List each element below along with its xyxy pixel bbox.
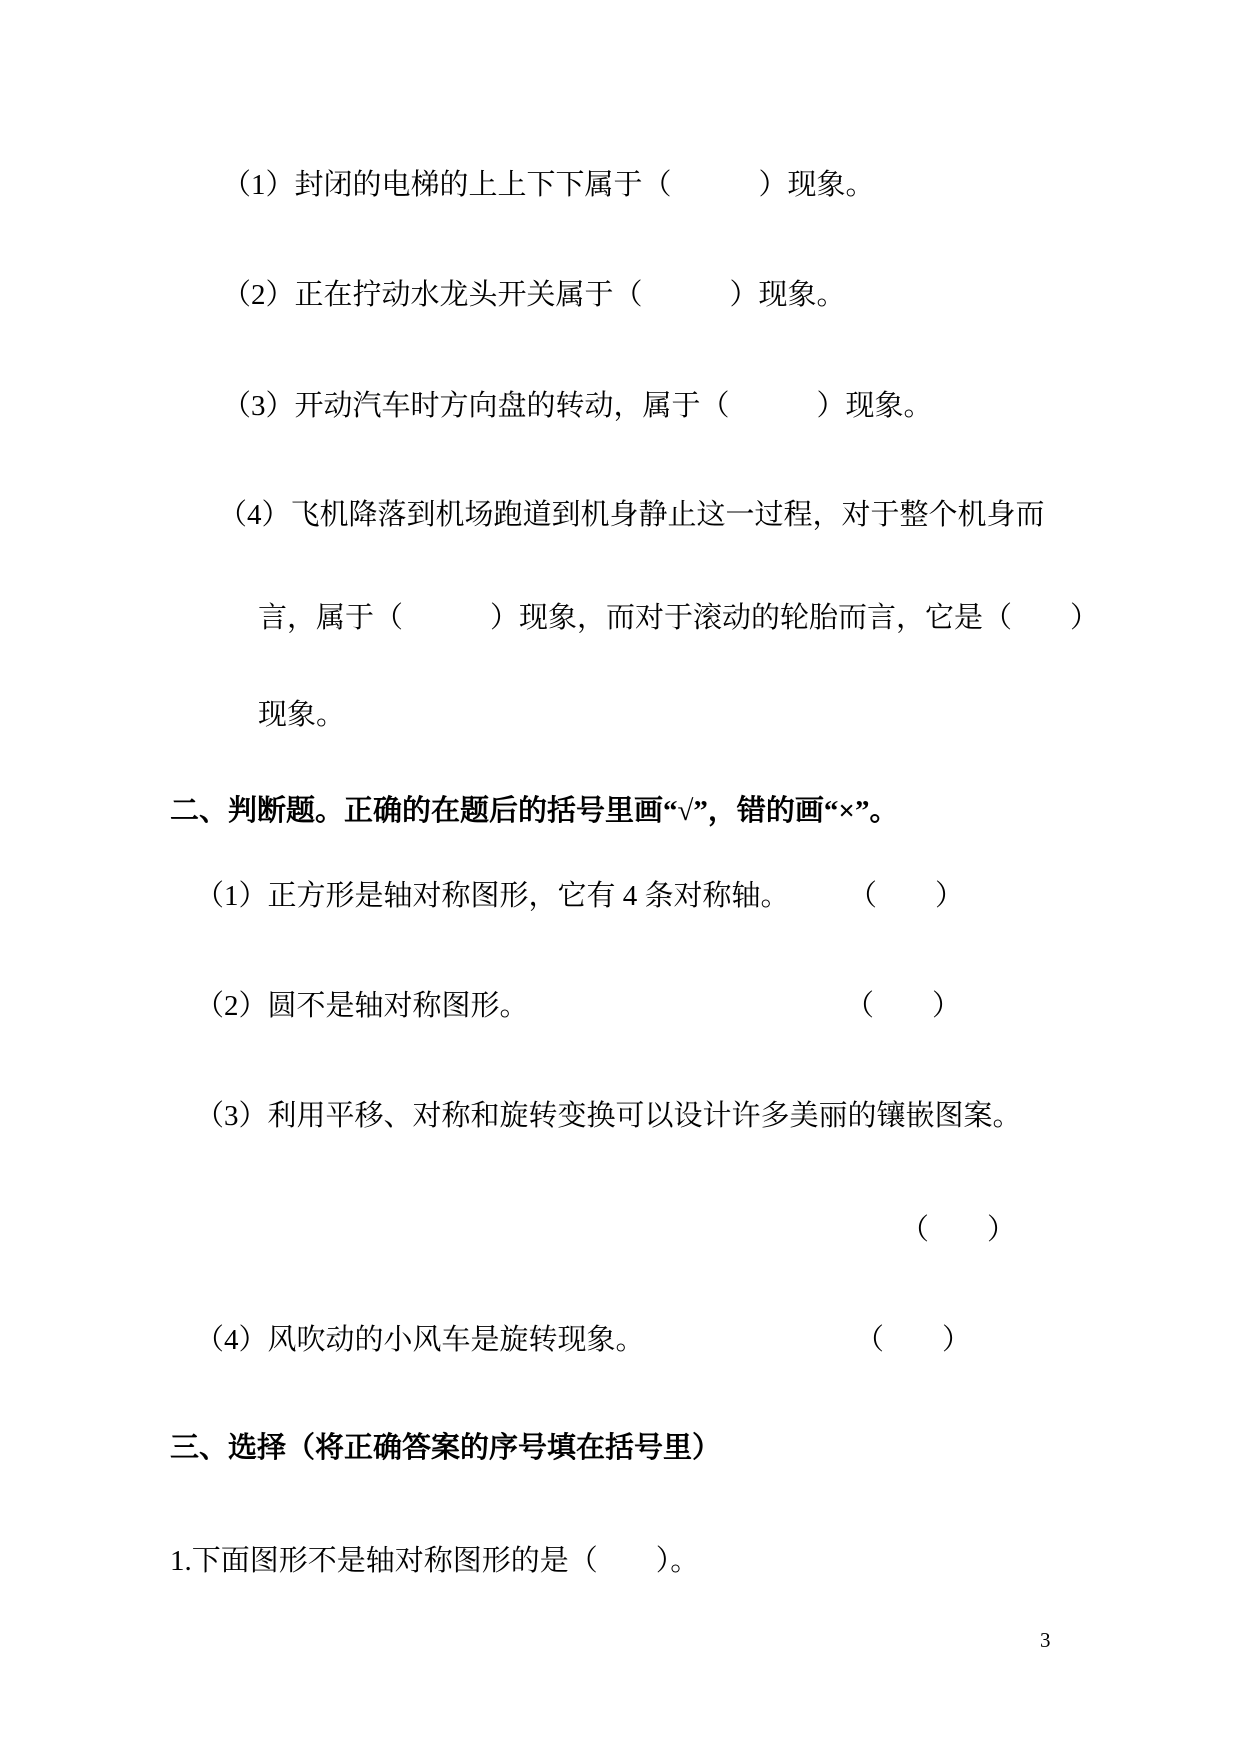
judge-item-2-answer-blank: （ ） — [845, 990, 962, 1022]
judge-item-1-answer-blank: （ ） — [848, 880, 965, 912]
judge-item-2: （2）圆不是轴对称图形。 — [195, 990, 529, 1022]
page-number: 3 — [1040, 1628, 1051, 1652]
fill-blank-item-3: （3）开动汽车时方向盘的转动，属于（ ）现象。 — [222, 390, 933, 422]
judge-section-heading: 二、判断题。正确的在题后的括号里画“√”，错的画“×”。 — [170, 795, 899, 827]
judge-item-4: （4）风吹动的小风车是旋转现象。 — [195, 1324, 645, 1356]
choice-section-heading: 三、选择（将正确答案的序号填在括号里） — [170, 1432, 722, 1464]
fill-blank-item-1: （1）封闭的电梯的上上下下属于（ ）现象。 — [222, 169, 875, 201]
choice-question-1: 1.下面图形不是轴对称图形的是（ ）。 — [170, 1545, 700, 1577]
judge-item-3: （3）利用平移、对称和旋转变换可以设计许多美丽的镶嵌图案。 — [195, 1100, 1022, 1132]
fill-blank-item-4-line-1: （4）飞机降落到机场跑道到机身静止这一过程，对于整个机身而 — [218, 499, 1045, 531]
judge-item-4-answer-blank: （ ） — [855, 1324, 972, 1356]
fill-blank-item-2: （2）正在拧动水龙头开关属于（ ）现象。 — [222, 279, 846, 311]
fill-blank-item-4-line-2: 言，属于（ ）现象，而对于滚动的轮胎而言，它是（ ） — [258, 602, 1100, 634]
judge-item-3-answer-blank: （ ） — [900, 1214, 1017, 1246]
fill-blank-item-4-line-3: 现象。 — [258, 699, 346, 731]
judge-item-1: （1）正方形是轴对称图形，它有 4 条对称轴。 — [195, 880, 790, 912]
